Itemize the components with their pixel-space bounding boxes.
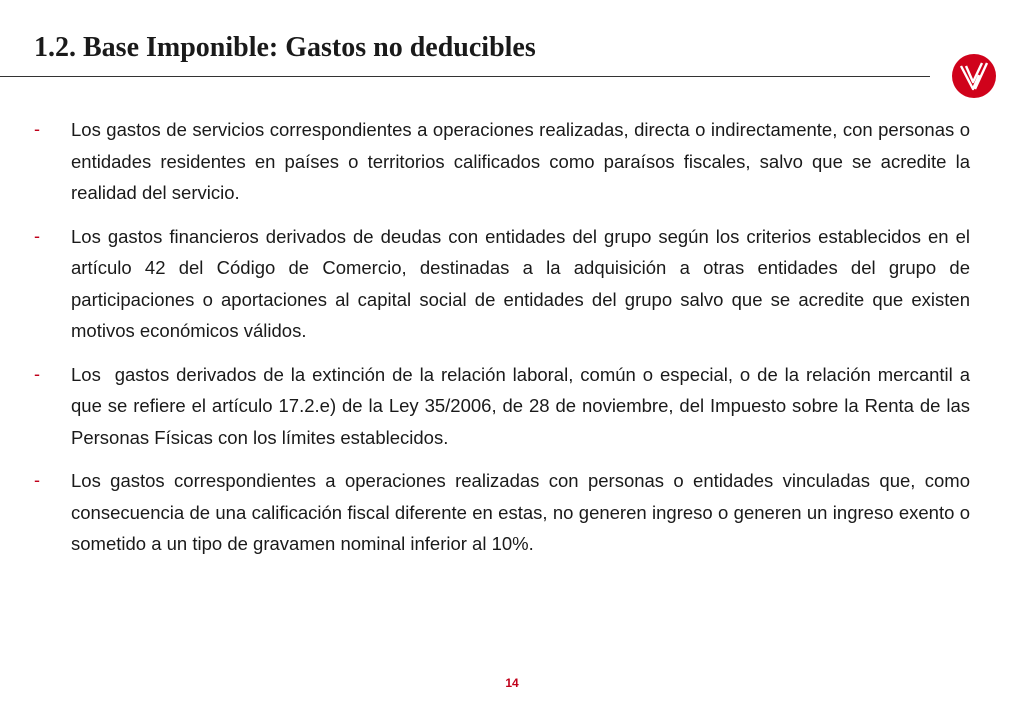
slide-title: 1.2. Base Imponible: Gastos no deducibles <box>34 32 536 63</box>
page-number: 14 <box>505 676 519 690</box>
bullet-dash: - <box>34 225 40 246</box>
bullet-dash: - <box>34 363 40 384</box>
bullet-text: Los gastos de servicios correspondientes a operaciones realizadas, directa o indirectamente, con personas o entidades residentes en países o territorios calificados como paraísos fiscales, salvo que se acredite la realidad del servicio. <box>71 119 970 203</box>
bullet-text: Los gastos correspondientes a operaciones realizadas con personas o entidades vinculadas que, como consecuencia de una calificación fiscal diferente en estas, no generen ingreso o generen un ingreso exento o sometido a un tipo de gravamen nominal inferior al 10%. <box>71 470 970 554</box>
bullet-item <box>34 114 970 209</box>
bullet-text: Los gastos financieros derivados de deudas con entidades del grupo según los criterios establecidos en el artículo 42 del Código de Comercio, destinadas a la adquisición a otras entidades del grupo de participaciones o aportaciones al capital social de entidades del grupo salvo que se acredite que existen motivos económicos válidos. <box>71 225 970 341</box>
bullet-item <box>34 359 976 454</box>
bullet-item <box>34 221 970 347</box>
bullet-dash: - <box>34 119 40 139</box>
title-underline <box>0 76 930 77</box>
bullet-dash: - <box>34 470 40 490</box>
bullet-item <box>34 465 970 560</box>
red-circle-v-logo <box>951 53 997 99</box>
bullet-text: Los gastos derivados de la extinción de la relación laboral, común o especial, o de la relación mercantil a que se refiere el artículo 17.2.e) de la Ley 35/2006, de 28 de noviembre, del Impuesto sobre la Renta de las Personas Físicas con los límites establecidos. <box>71 363 976 448</box>
bullet-list <box>34 114 976 572</box>
